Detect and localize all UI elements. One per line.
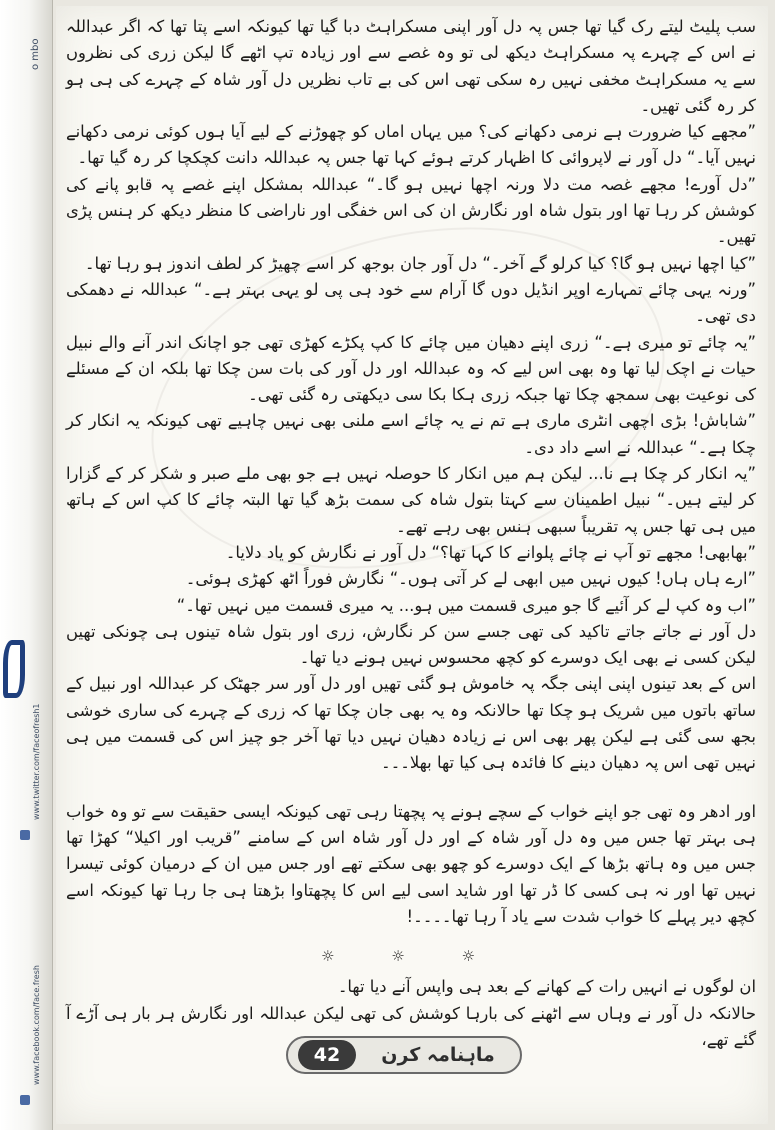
story-text <box>66 14 756 1053</box>
publisher-logo-icon <box>3 640 25 698</box>
strip-top-label: o mbo <box>30 38 41 70</box>
section-separator: ☼ ☼ ☼ <box>321 947 501 966</box>
page-number: 42 <box>298 1040 356 1070</box>
paragraph: ان لوگوں نے انہیں رات کے کھانے کے بعد ہی واپس آنے دیا تھا۔ <box>337 977 756 997</box>
paragraph: حالانکہ دل آور نے وہاں سے اٹھنے کی بارہا کوشش کی تھی لیکن عبداللہ اور نگارش ہر بار ہی آڑے آ گئے تھے، <box>66 1003 756 1049</box>
paragraph: ”ارے ہاں ہاں! کیوں نہیں میں ابھی لے کر آتی ہوں۔“ نگارش فوراً اٹھ کھڑی ہوئی۔ <box>185 569 756 589</box>
facebook-link: www.facebook.com/face.fresh <box>32 965 41 1085</box>
paragraph: ”یہ انکار کر چکا ہے نا... لیکن ہم میں انکار کا حوصلہ نہیں ہے جو بھی ملے صبر و شکر کر کے گزارا کر لیتے ہیں۔“ نبیل اطمینان سے کہتا بتول شاہ کی سمت بڑھ گیا تھا البتہ چائے کا کپ اس کے ہاتھ میں ہی تھا جس پہ تقریباً سبھی ہنس بھی رہے تھے۔ <box>66 464 756 536</box>
paragraph: اور ادھر وہ تھی جو اپنے خواب کے سچے ہونے پہ پچھتا رہی تھی کیونکہ ایسی حقیقت سے تو وہ خواب ہی بہتر تھا جس میں وہ دل آور شاہ کے اور دل آور شاہ اس کے سامنے ”قریب اور اکیلا“ کھڑا تھا جس میں وہ ہاتھ بڑھا کے ایک دوسرے کو چھو بھی سکتے تھے اور جس میں ان کے درمیان کوئی تیسرا نہیں تھا اور نہ ہی کسی کا ڈر تھا اور شاید اسی لیے اس کا پچھتاوا بڑھتا ہی جا رہا تھا کیونکہ اسے کچھ دیر پہلے کا خواب شدت سے یاد آ رہا تھا۔۔۔۔! <box>66 801 756 926</box>
paragraph: ”یہ چائے تو میری ہے۔“ زری اپنے دھیان میں چائے کا کپ پکڑے کھڑی تھی جو اچانک اندر آنے والے نبیل حیات نے اچک لیا تھا وہ بھی اس لیے کہ وہ عبداللہ اور دل آور کی بات سن چکا تھا بلکہ ان کے مسئلے کی نوعیت بھی سمجھ چکا تھا جبکہ زری ہکا بکا سی دیکھتی رہ گئی تھی۔ <box>66 332 756 405</box>
paragraph: ”کیا اچھا نہیں ہو گا؟ کیا کرلو گے آخر۔“ دل آور جان بوجھ کر اسے چھیڑ کر لطف اندوز ہو رہا تھا۔ <box>84 253 756 273</box>
twitter-icon <box>20 830 30 840</box>
facebook-icon <box>20 1095 30 1105</box>
paragraph: ”مجھے کیا ضرورت ہے نرمی دکھانے کی؟ میں یہاں اماں کو چھوڑنے کے لیے آیا ہوں کوئی نرمی دکھانے نہیں آیا۔“ دل آور نے لاپروائی کا اظہار کرتے ہوئے کہا تھا جس پہ عبداللہ دانت کچکچا کر رہ گیا تھا۔ <box>66 122 756 168</box>
twitter-link: www.twitter.com/faceofresh1 <box>32 703 41 820</box>
paragraph: ”دل آورے! مجھے غصہ مت دلا ورنہ اچھا نہیں ہو گا۔“ عبداللہ بمشکل اپنے غصے پہ قابو پانے کی کوشش کر رہا تھا اور بتول شاہ اور نگارش ان کی اس خفگی اور ناراضی کا منظر دیکھ کر ہنس پڑی تھیں۔ <box>66 174 756 247</box>
paragraph: ”ورنہ یہی چائے تمہارے اوپر انڈیل دوں گا آرام سے خود ہی پی لو یہی بہتر ہے۔“ عبداللہ نے دھمکی دی تھی۔ <box>66 279 756 326</box>
paragraph: ”بھابھی! مجھے تو آپ نے چائے پلوانے کا کہا تھا؟“ دل آور نے نگارش کو یاد دلایا۔ <box>225 542 756 562</box>
binding-strip <box>0 0 53 1130</box>
paragraph: دل آور نے جاتے جاتے تاکید کی تھی جسے سن کر نگارش، زری اور بتول شاہ تینوں ہی چونکی تھیں لیکن کسی نے بھی ایک دوسرے کو کچھ محسوس نہیں ہونے دیا تھا۔ <box>66 621 756 668</box>
paragraph: ”اب وہ کپ لے کر آئیے گا جو میری قسمت میں ہو... یہ میری قسمت میں نہیں تھا۔“ <box>176 595 756 615</box>
magazine-page <box>56 6 768 1124</box>
paragraph: ”شاباش! بڑی اچھی انٹری ماری ہے تم نے یہ چائے اسے ملنی بھی نہیں چاہیے تھی کیونکہ یہ انکار کر چکا ہے۔“ عبداللہ نے اسے داد دی۔ <box>66 411 756 457</box>
page-footer <box>286 1036 522 1074</box>
magazine-title: ماہنامہ کرن <box>381 1044 495 1066</box>
paragraph: اس کے بعد تینوں اپنی اپنی جگہ پہ خاموش ہو گئی تھیں اور دل آور سر جھٹک کر عبداللہ اور نبیل کے ساتھ باتوں میں شریک ہو چکا تھا حالانکہ وہ یہ بھی جان چکا تھا کہ زری کے چہرے کی ساری خوشی بجھ سی گئی ہے لیکن پھر بھی اس نے زیادہ دھیان نہیں دیا تھا آخر جو چیز اس کی قسمت میں ہی نہیں تھی اس پہ دھیان دینے کا فائدہ ہی کیا تھا بھلا۔۔۔ <box>66 674 756 773</box>
paragraph: سب پلیٹ لیتے رک گیا تھا جس پہ دل آور اپنی مسکراہٹ دبا گیا تھا کیونکہ اسے پتا تھا کہ اگر عبداللہ نے اس کے چہرے پہ مسکراہٹ دیکھ لی تو وہ غصے سے اور زیادہ تپ اٹھے گا لیکن زری کی نظروں سے یہ مسکراہٹ مخفی نہیں رہ سکی تھی اس کی بے تاب نظریں دل آور شاہ کے چہرے کی ہی ہو کر رہ گئی تھیں۔ <box>66 17 756 115</box>
